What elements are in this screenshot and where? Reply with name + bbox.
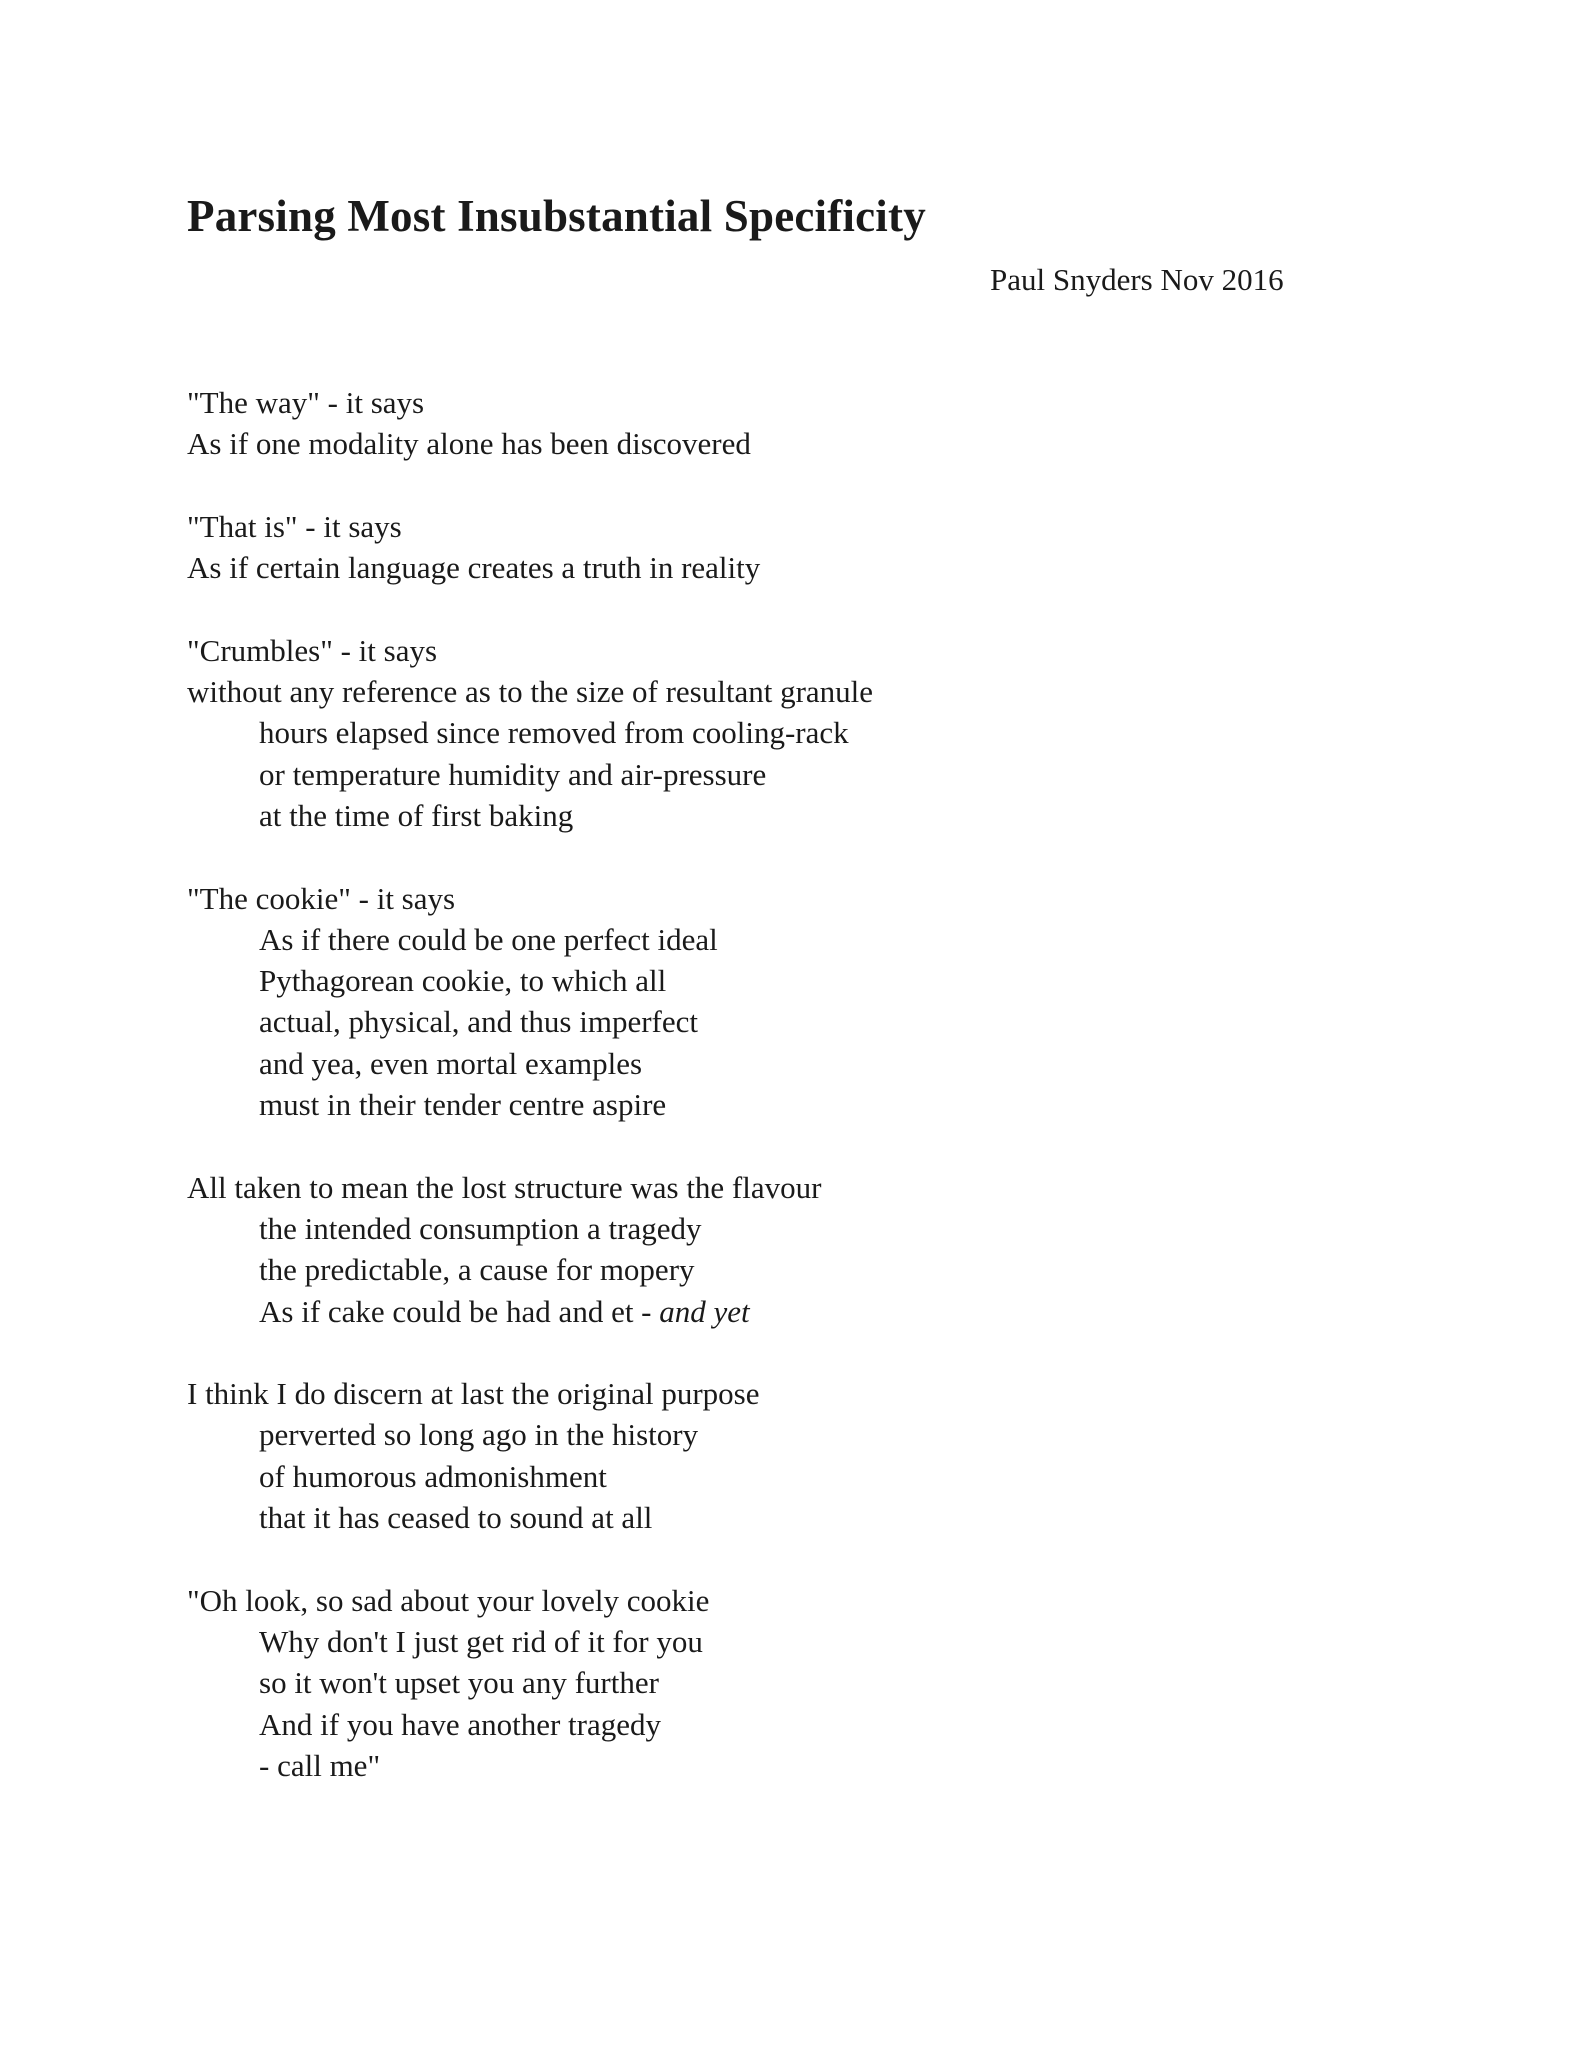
poem-body xyxy=(187,382,873,1786)
poem-line: and yea, even mortal examples xyxy=(259,1045,643,1081)
author-byline: Paul Snyders Nov 2016 xyxy=(990,262,1284,297)
stanza xyxy=(187,630,873,836)
stanza xyxy=(187,382,873,465)
italic-phrase: and yet xyxy=(659,1293,750,1329)
poem-line: As if certain language creates a truth in reality xyxy=(187,550,761,586)
poem-line: "The cookie" - it says xyxy=(187,880,456,916)
poem-line xyxy=(187,1291,873,1332)
stanza xyxy=(187,1167,873,1332)
poem-line: the intended consumption a tragedy xyxy=(259,1210,702,1246)
stanza xyxy=(187,1373,873,1538)
poem-line: "Crumbles" - it says xyxy=(187,632,438,668)
poem-line: "Oh look, so sad about your lovely cookie xyxy=(187,1582,710,1618)
poem-line: must in their tender centre aspire xyxy=(259,1087,667,1123)
poem-line: I think I do discern at last the original purpose xyxy=(187,1376,760,1412)
poem-line: or temperature humidity and air-pressure xyxy=(259,756,767,792)
poem-line: actual, physical, and thus imperfect xyxy=(259,1004,699,1040)
poem-title: Parsing Most Insubstantial Specificity xyxy=(187,191,926,241)
poem-line: hours elapsed since removed from cooling-rack xyxy=(259,715,849,751)
poem-line: perverted so long ago in the history xyxy=(259,1417,699,1453)
poem-line: All taken to mean the lost structure was the flavour xyxy=(187,1169,822,1205)
stanza xyxy=(187,878,873,1126)
poem-line: that it has ceased to sound at all xyxy=(259,1500,653,1536)
poem-line: Pythagorean cookie, to which all xyxy=(259,963,667,999)
poem-line: "That is" - it says xyxy=(187,508,402,544)
poem-line: without any reference as to the size of resultant granule xyxy=(187,674,874,710)
poem-line: As if one modality alone has been discovered xyxy=(187,426,751,462)
poem-line: at the time of first baking xyxy=(259,797,574,833)
poem-line: of humorous admonishment xyxy=(259,1458,607,1494)
poem-line: As if there could be one perfect ideal xyxy=(259,921,718,957)
poem-line: Why don't I just get rid of it for you xyxy=(259,1623,703,1659)
stanza xyxy=(187,506,873,589)
poem-line: the predictable, a cause for mopery xyxy=(259,1252,695,1288)
poem-line: so it won't upset you any further xyxy=(259,1665,659,1701)
poem-line: And if you have another tragedy xyxy=(259,1706,662,1742)
poem-line-text: As if cake could be had and et - xyxy=(259,1293,660,1329)
poem-line: "The way" - it says xyxy=(187,385,425,420)
poem-line: - call me" xyxy=(259,1747,381,1783)
stanza xyxy=(187,1580,873,1786)
